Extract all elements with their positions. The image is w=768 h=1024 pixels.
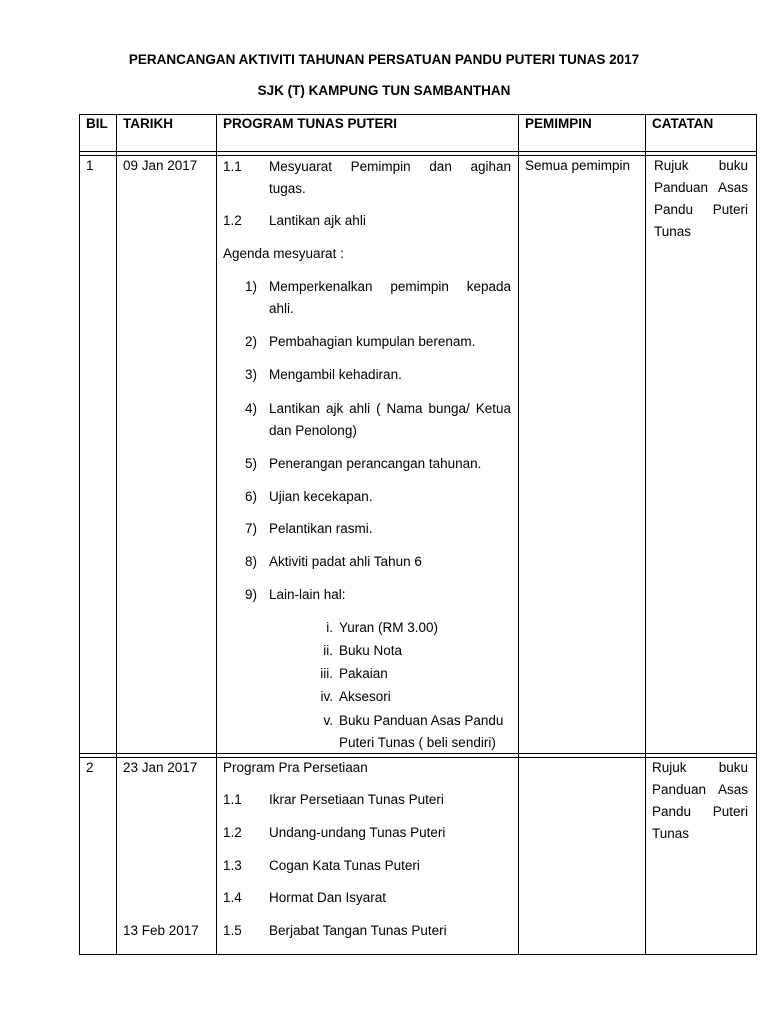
catatan-line: Panduan Asas [654,180,748,195]
header-program: PROGRAM TUNAS PUTERI [217,115,519,152]
row2-tarikh: 23 Jan 2017 [123,760,198,775]
item-text: tugas. [269,181,306,196]
header-catatan: CATATAN [646,115,757,152]
item-text: Hormat Dan Isyarat [269,890,387,905]
agenda-number: 9) [245,587,258,602]
header-bil: BIL [80,115,117,152]
item-number: 1.5 [223,923,242,938]
agenda-text: Mengambil kehadiran. [269,367,402,382]
agenda-text: Ujian kecekapan. [269,489,373,504]
agenda-number: 8) [245,554,258,569]
header-pemimpin: PEMIMPIN [519,115,646,152]
agenda-number: 5) [245,456,258,471]
activity-table [79,114,757,955]
catatan-line: Pandu Puteri [652,804,748,819]
agenda-number: 4) [245,401,258,416]
agenda-text: Penerangan perancangan tahunan. [269,456,482,471]
item-text: Mesyuarat Pemimpin dan agihan [269,159,511,174]
document-title: PERANCANGAN AKTIVITI TAHUNAN PERSATUAN PANDU PUTERI TUNAS 2017 [128,52,640,67]
row1-pemimpin: Semua pemimpin [525,158,631,173]
agenda-label: Agenda mesyuarat : [223,246,344,261]
item-number: 1.1 [223,792,242,807]
sub-text: Aksesori [339,689,391,704]
sub-text: Puteri Tunas ( beli sendiri) [339,735,496,750]
agenda-number: 2) [245,334,258,349]
agenda-number: 6) [245,489,258,504]
catatan-line: Panduan Asas [652,782,748,797]
sub-text: Yuran (RM 3.00) [339,620,439,635]
sub-text: Buku Nota [339,643,403,658]
item-text: Cogan Kata Tunas Puteri [269,858,420,873]
sub-text: Buku Panduan Asas Pandu [339,713,504,728]
row1-tarikh: 09 Jan 2017 [123,158,198,173]
program-heading: Program Pra Persetiaan [223,760,368,775]
agenda-text: Memperkenalkan pemimpin kepada [269,279,511,294]
table-row [80,758,757,955]
agenda-number: 3) [245,367,258,382]
item-number: 1.4 [223,890,242,905]
agenda-text: Lantikan ajk ahli ( Nama bunga/ Ketua [269,401,511,416]
sub-number: iii. [320,666,333,681]
agenda-text: Pelantikan rasmi. [269,521,373,536]
catatan-line: Tunas [652,826,690,841]
catatan-line: Tunas [654,224,692,239]
item-number: 1.1 [223,159,242,174]
row2-bil: 2 [86,760,94,775]
agenda-text: dan Penolong) [269,423,357,438]
item-number: 1.2 [223,825,242,840]
agenda-text: Lain-lain hal: [269,587,346,602]
sub-text: Pakaian [339,666,388,681]
row1-bil: 1 [86,158,94,173]
agenda-text: Pembahagian kumpulan berenam. [269,334,476,349]
agenda-text: Aktiviti padat ahli Tahun 6 [269,554,422,569]
catatan-line: Pandu Puteri [654,202,748,217]
row2-tarikh-second: 13 Feb 2017 [123,923,199,938]
item-text: Lantikan ajk ahli [269,213,366,228]
table-row [80,156,757,754]
sub-number: v. [323,713,333,728]
item-text: Undang-undang Tunas Puteri [269,825,446,840]
sub-number: iv. [320,689,333,704]
item-number: 1.2 [223,213,242,228]
sub-number: i. [326,620,333,635]
agenda-number: 1) [245,279,258,294]
item-text: Berjabat Tangan Tunas Puteri [269,923,447,938]
header-tarikh: TARIKH [117,115,217,152]
sub-number: ii. [323,643,333,658]
agenda-text: ahli. [269,301,294,316]
item-number: 1.3 [223,858,242,873]
catatan-line: Rujuk buku [652,760,748,775]
catatan-line: Rujuk buku [654,158,748,173]
school-name: SJK (T) KAMPUNG TUN SAMBANTHAN [257,83,511,98]
header-row [80,115,757,152]
agenda-number: 7) [245,521,258,536]
item-text: Ikrar Persetiaan Tunas Puteri [269,792,444,807]
